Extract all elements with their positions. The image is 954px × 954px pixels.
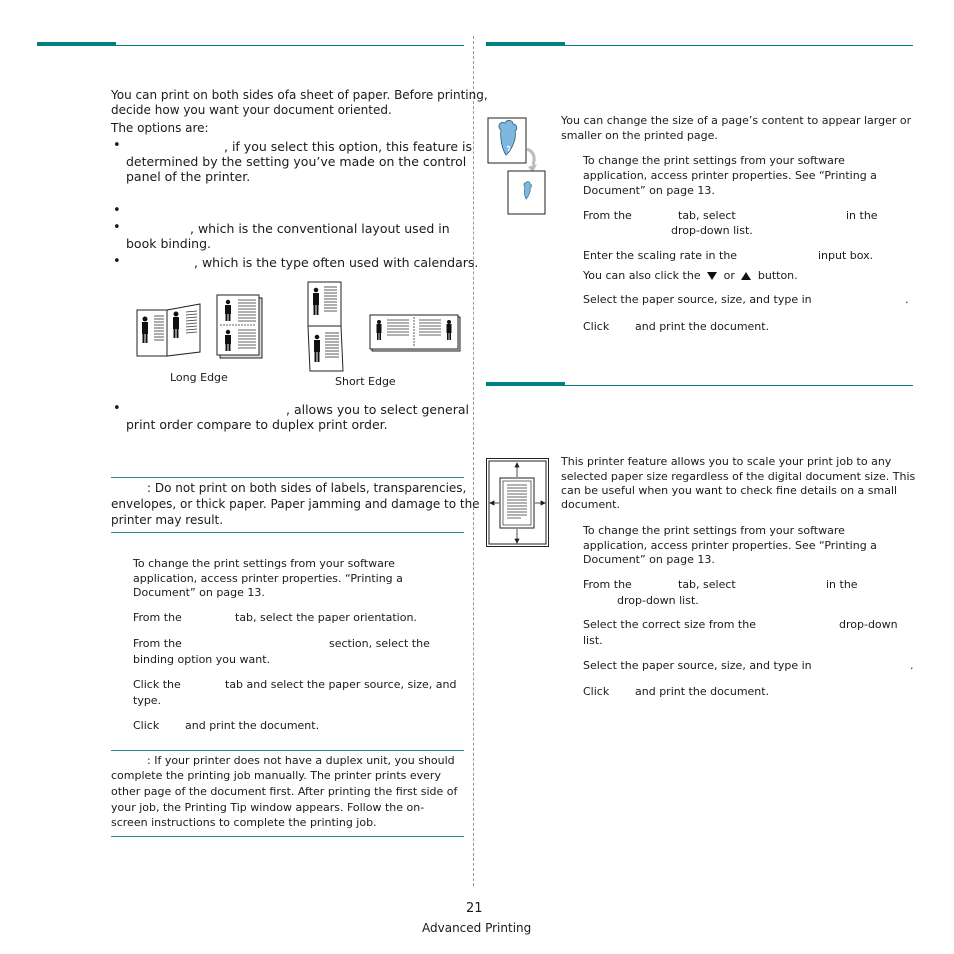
fit-step-3-b: drop-down: [839, 618, 898, 631]
scale-step-4-a: Select the paper source, size, and type in: [583, 293, 812, 306]
dup-step-1-line-3: Document” on page 13.: [133, 586, 265, 599]
bullet-4: •: [113, 254, 121, 269]
scale-step-3-a: Enter the scaling rate in the: [583, 249, 738, 262]
long-edge-caption: Long Edge: [170, 371, 228, 384]
right-section-2-accent: [486, 382, 565, 386]
dup-step-2-a: From the: [133, 611, 182, 624]
fit-to-page-illustration: [486, 458, 549, 547]
fit-step-4-b: .: [910, 659, 914, 672]
left-header-rule: [116, 45, 464, 46]
right-section-2-rule: [565, 385, 913, 386]
bullet-5: •: [113, 401, 121, 416]
arrow-down-icon: [707, 272, 717, 280]
scale-step-5-a: Click: [583, 320, 610, 333]
note-2-line-4: your job, the Printing Tip window appears. Follow the on-: [111, 801, 425, 814]
fit-step-1-line-3: Document” on page 13.: [583, 553, 715, 566]
dup-step-5-b: and print the document.: [185, 719, 320, 732]
note-1-line-3: printer may result.: [111, 513, 224, 527]
scale-step-3-line-2: [583, 269, 798, 283]
dup-step-3-b: section, select the: [329, 637, 430, 650]
fit-step-5-b: and print the document.: [635, 685, 770, 698]
note-1-line-1: : Do not print on both sides of labels, transparencies,: [147, 481, 467, 495]
short-edge-caption: Short Edge: [335, 375, 396, 388]
chapter-title: Advanced Printing: [422, 921, 532, 935]
options-label: The options are:: [111, 121, 209, 135]
fit-step-2-b: tab, select: [678, 578, 736, 591]
right-header-accent: [486, 42, 565, 46]
option-5-line-2: print order compare to duplex print order.: [126, 417, 388, 432]
scale-step-1-line-1: To change the print settings from your software: [583, 154, 845, 167]
fit-step-3-a: Select the correct size from the: [583, 618, 756, 631]
short-edge-calendar-illustration: [307, 281, 345, 373]
note-2-top-rule: [111, 750, 464, 751]
option-5-line-1: , allows you to select general: [286, 402, 469, 417]
fit-step-1-line-1: To change the print settings from your software: [583, 524, 845, 537]
scale-step-3-line-2-c: button.: [757, 269, 798, 282]
dup-step-1-line-2: application, access printer properties. “Printing a: [133, 572, 403, 585]
scale-step-3-b: input box.: [818, 249, 874, 262]
scale-step-3-line-2-b: or: [723, 269, 735, 282]
note-2-bottom-rule: [111, 836, 464, 837]
fit-intro-1: This printer feature allows you to scale your print job to any: [561, 455, 892, 468]
note-1-bottom-rule: [111, 532, 464, 533]
intro-line-1: You can print on both sides ofa sheet of paper. Before printing,: [111, 88, 488, 102]
dup-step-3-a: From the: [133, 637, 182, 650]
bullet-2: •: [113, 203, 121, 218]
dup-step-4-a: Click the: [133, 678, 181, 691]
bullet-1: •: [113, 138, 121, 153]
right-header-rule: [565, 45, 913, 46]
note-2-line-5: screen instructions to complete the printing job.: [111, 816, 377, 829]
fit-step-2-a: From the: [583, 578, 632, 591]
scale-step-3-line-2-a: You can also click the: [583, 269, 701, 282]
fit-step-4-a: Select the paper source, size, and type in: [583, 659, 812, 672]
option-1-line-1: , if you select this option, this feature is: [224, 139, 472, 154]
dup-step-2-b: tab, select the paper orientation.: [235, 611, 417, 624]
scale-intro-2: smaller on the printed page.: [561, 129, 718, 142]
fit-intro-4: document.: [561, 498, 620, 511]
short-edge-flipped-illustration: [369, 314, 461, 352]
fit-step-5-a: Click: [583, 685, 610, 698]
note-2-line-2: complete the printing job manually. The printer prints every: [111, 769, 441, 782]
option-3-line-2: book binding.: [126, 236, 212, 251]
dup-step-1-line-1: To change the print settings from your software: [133, 557, 395, 570]
option-1-line-3: panel of the printer.: [126, 169, 251, 184]
scale-intro-1: You can change the size of a page’s content to appear larger or: [561, 114, 912, 127]
column-divider: [473, 36, 474, 886]
scale-step-4-b: .: [905, 293, 909, 306]
scale-step-1-line-3: Document” on page 13.: [583, 184, 715, 197]
dup-step-4-line-2: type.: [133, 694, 162, 707]
scale-step-2-line-2: drop-down list.: [671, 224, 753, 237]
fit-step-2-c: in the: [826, 578, 858, 591]
fit-step-1-line-2: application, access printer properties. See “Printing a: [583, 539, 877, 552]
scale-step-1-line-2: application, access printer properties. See “Printing a: [583, 169, 877, 182]
long-edge-book-illustration: [136, 302, 202, 358]
option-4-line: , which is the type often used with calendars.: [194, 255, 479, 270]
fit-intro-2: selected paper size regardless of the digital document size. This: [561, 470, 916, 483]
left-header-accent: [37, 42, 116, 46]
scale-step-2-c: in the: [846, 209, 878, 222]
note-1-line-2: envelopes, or thick paper. Paper jamming and damage to the: [111, 497, 480, 511]
fit-step-2-line-2: drop-down list.: [617, 594, 699, 607]
arrow-up-icon: [741, 272, 751, 280]
scale-step-2-a: From the: [583, 209, 632, 222]
dup-step-5-a: Click: [133, 719, 160, 732]
bullet-3: •: [113, 220, 121, 235]
option-3-line-1: , which is the conventional layout used in: [190, 221, 450, 236]
dup-step-4-b: tab and select the paper source, size, and: [225, 678, 457, 691]
page-number: 21: [466, 901, 483, 916]
dup-step-3-line-2: binding option you want.: [133, 653, 271, 666]
scaling-illustration: [487, 117, 549, 217]
note-2-line-3: other page of the document first. After printing the first side of: [111, 785, 458, 798]
note-1-top-rule: [111, 477, 464, 478]
option-1-line-2: determined by the setting you’ve made on the control: [126, 154, 467, 169]
fit-step-3-line-2: list.: [583, 634, 603, 647]
intro-line-2: decide how you want your document oriented.: [111, 103, 392, 117]
fit-intro-3: can be useful when you want to check fine details on a small: [561, 484, 898, 497]
note-2-line-1: : If your printer does not have a duplex unit, you should: [147, 754, 455, 767]
scale-step-5-b: and print the document.: [635, 320, 770, 333]
long-edge-flipped-illustration: [216, 294, 264, 360]
scale-step-2-b: tab, select: [678, 209, 736, 222]
